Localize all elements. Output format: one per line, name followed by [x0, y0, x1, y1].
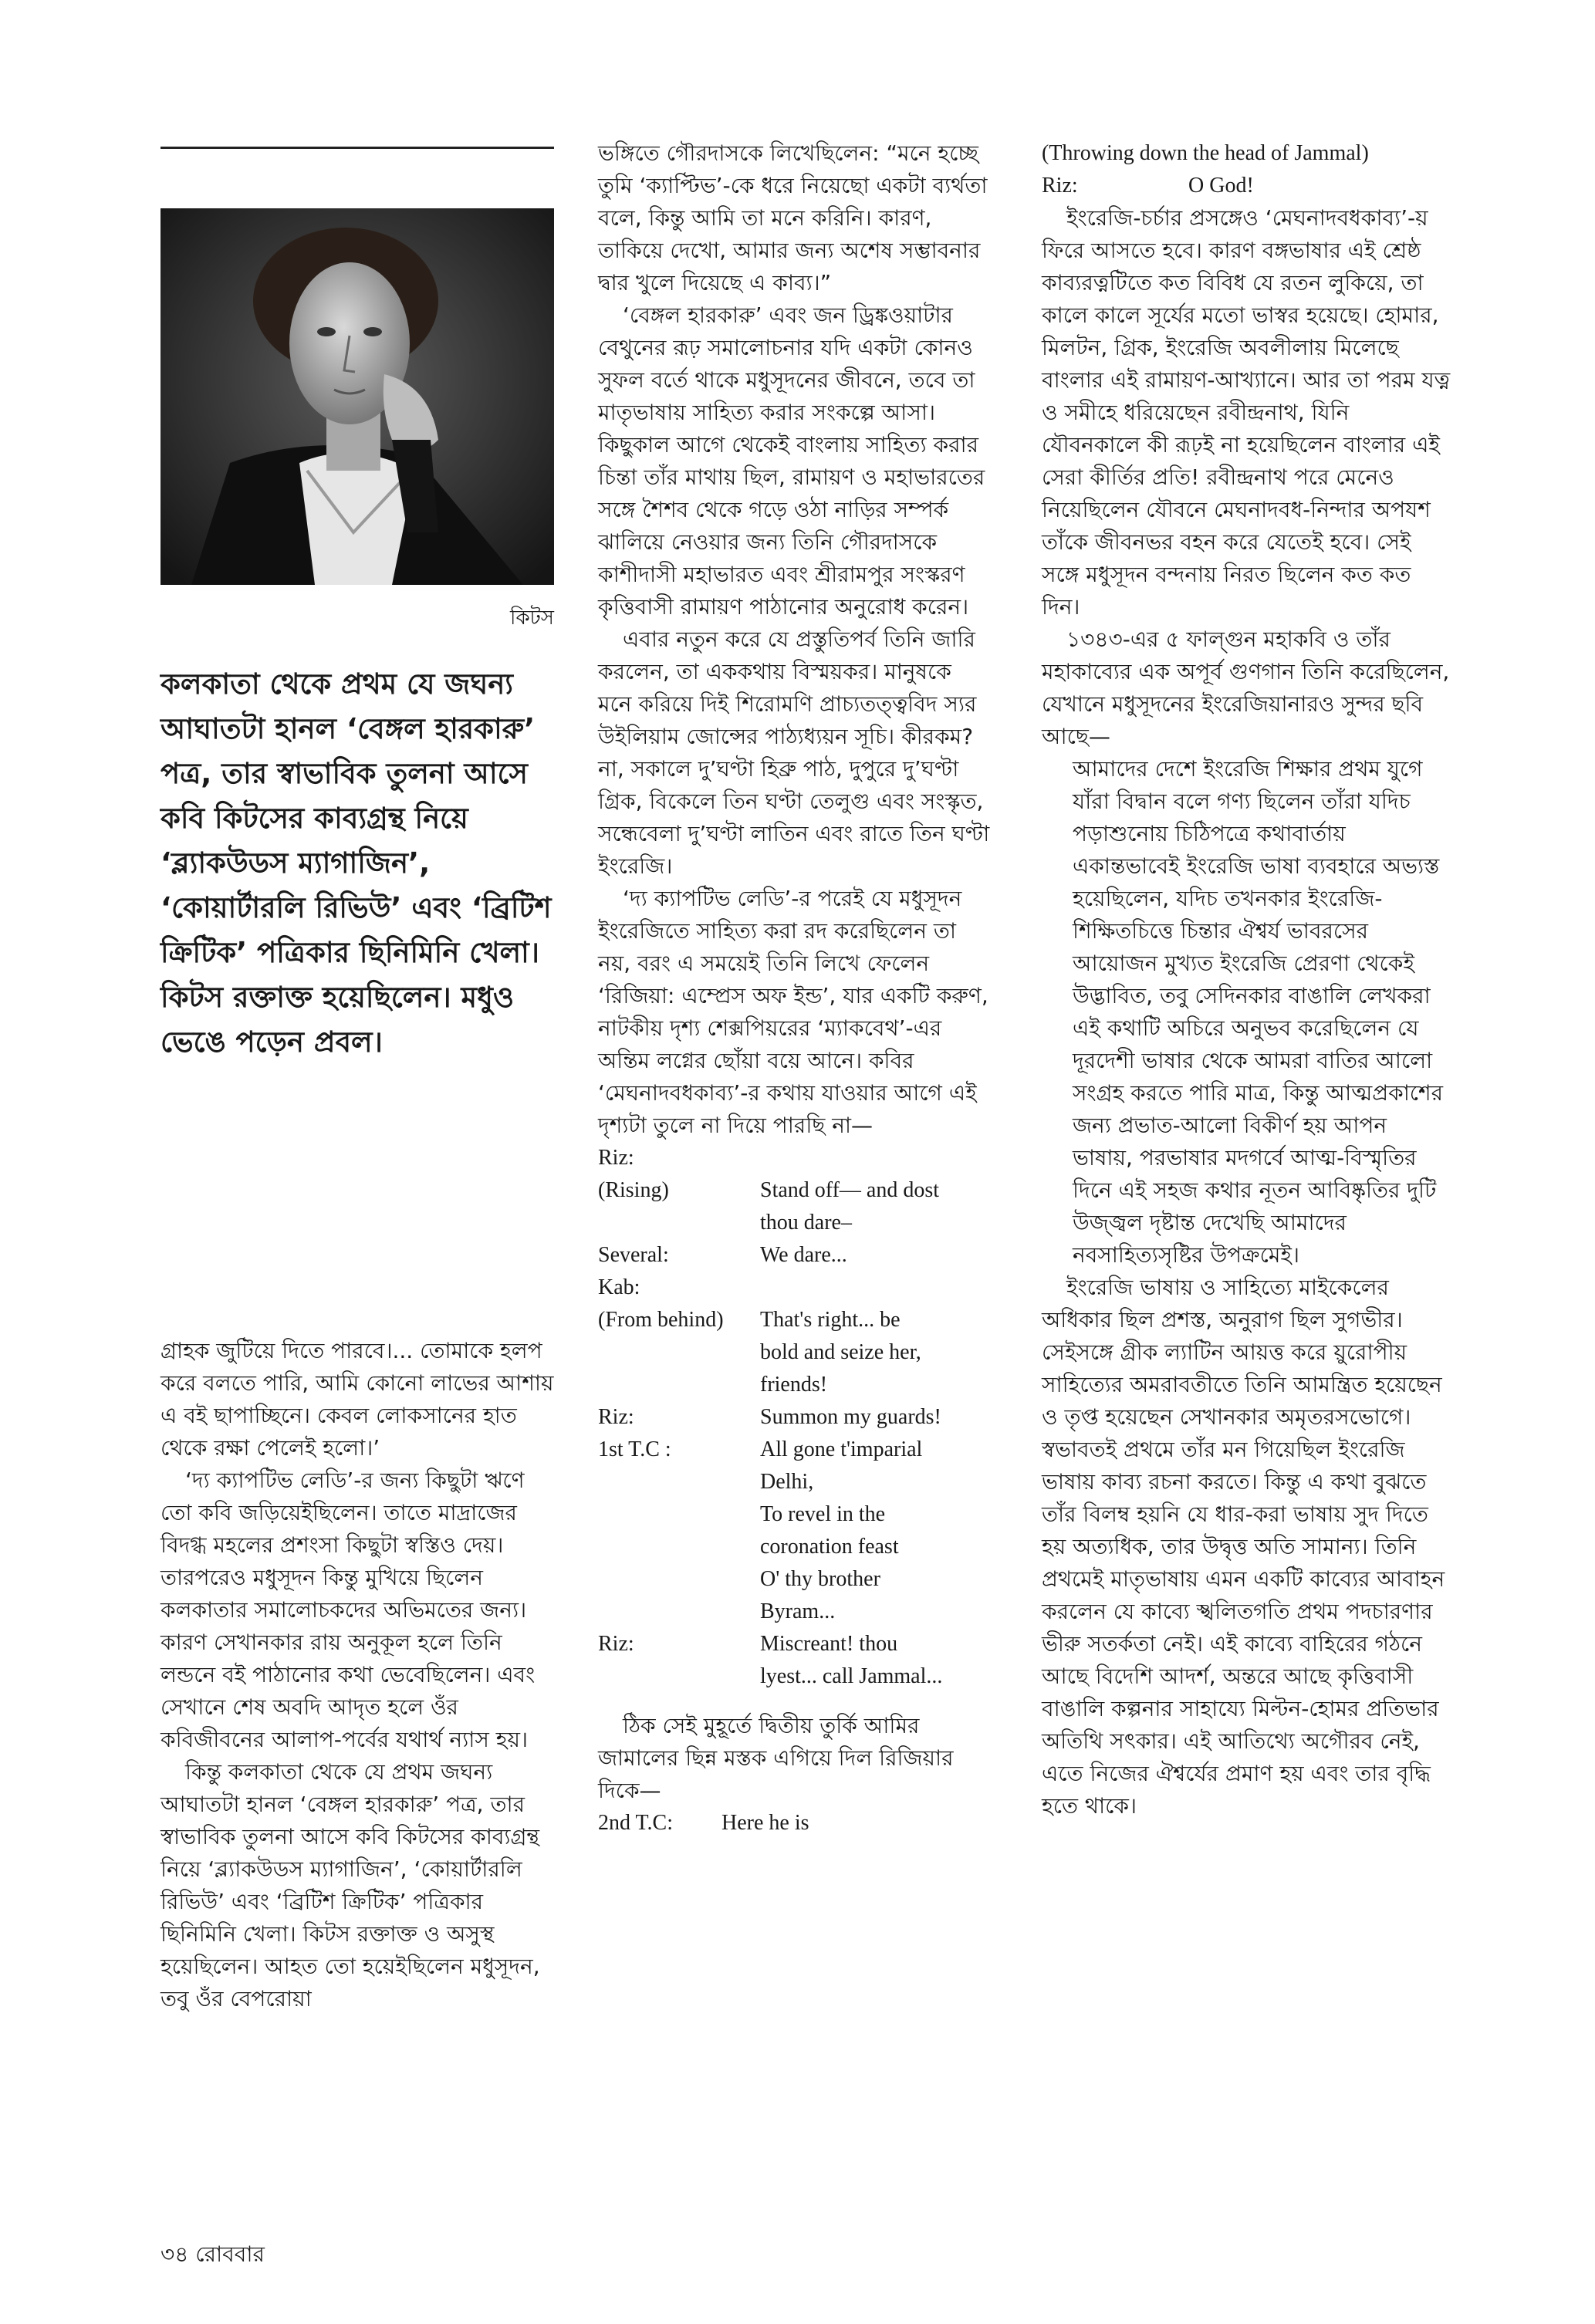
portrait-image — [161, 208, 554, 585]
script-speaker: 2nd T.C: — [598, 1811, 673, 1835]
script-line: To revel in the — [760, 1502, 886, 1526]
script-speaker: Riz: — [598, 1632, 634, 1656]
script-speaker — [598, 1660, 760, 1693]
script-speaker: 1st T.C : — [598, 1437, 671, 1461]
script-speaker: Riz: — [598, 1405, 634, 1429]
script-line: Summon my guards! — [760, 1405, 941, 1429]
script-speaker: Riz: — [1042, 174, 1078, 198]
script-line: lyest... call Jammal... — [760, 1664, 943, 1688]
script-line: friends! — [760, 1373, 828, 1397]
col3-paragraph-2: ১৩৪৩-এর ৫ ফাল্গুন মহাকবি ও তাঁর মহাকাব্যের এক অপূর্ব গুণগান তিনি করেছিলেন, যেখানে মধুসূদনের ইংরেজিয়ানারও সুন্দর ছবি আছে— — [1042, 627, 1450, 749]
col2-paragraph-5: ঠিক সেই মুহূর্তে দ্বিতীয় তুর্কি আমির জামালের ছিন্ন মস্তক এগিয়ে দিল রিজিয়ার দিকে— — [598, 1713, 954, 1803]
script-speaker — [598, 1596, 760, 1628]
script-speaker: Several: — [598, 1243, 669, 1267]
col3-paragraph-3: ইংরেজি ভাষায় ও সাহিত্যে মাইকেলের অধিকার ছিল প্রশস্ত, অনুরাগ ছিল সুগভীর। সেইসঙ্গে গ্রীক ল্যাটিন আয়ত্ত করে য়ুরোপীয় সাহিত্যের অমরাবতীতে তিনি আমন্ত্রিত হয়েছেন ও তৃপ্ত হয়েছেন সেখানকার অমৃতরসভোগে। স্বভাবতই প্রথমে তাঁর মন গিয়েছিল ইংরেজি ভাষায় কাব্য রচনা করতে। কিন্তু এ কথা বুঝতে তাঁর বিলম্ব হয়নি যে ধার-করা ভাষায় সুদ দিতে হয় অত্যধিক, তার উদ্বৃত্ত অতি সামান্য। তিনি প্রথমেই মাতৃভাষায় এমন একটি কাব্যের আবাহন করলেন যে কাব্যে স্খলিতগতি প্রথম পদচারণার ভীরু সতর্কতা নেই। এই কাব্যে বাহিরের গঠনে আছে বিদেশি আদর্শ, অন্তরে আছে কৃত্তিবাসী বাঙালি কল্পনার সাহায্যে মিল্টন-হোমর প্রতিভার অতিথি সৎকার। এই আতিথ্যে অগৌরব নেই, এতে নিজের ঐশ্বর্যের প্রমাণ হয় এবং তার বৃদ্ধি হতে থাকে। — [1042, 1275, 1445, 1819]
script-row — [598, 1466, 992, 1498]
col1-paragraph-3: কিন্তু কলকাতা থেকে যে প্রথম জঘন্য আঘাতটা হানল ‘বেঙ্গল হারকারু’ পত্র, তার স্বাভাবিক তুলনা আসে কবি কিটসের কাব্যগ্রন্থ নিয়ে ‘ব্ল্যাকউডস ম্যাগাজিন’, ‘কোয়ার্টারলি রিভিউ’ এবং ‘ব্রিটিশ ক্রিটিক’ পত্রিকার ছিনিমিনি খেলা। কিটস রক্তাক্ত ও অসুস্থ হয়েছিলেন। আহত তো হয়েইছিলেন মধুসূদন, তবু ওঁর বেপরোয়া — [161, 1759, 540, 2012]
script-row — [598, 1272, 992, 1304]
script-row — [598, 1239, 992, 1272]
script-line: Here he is — [721, 1811, 809, 1835]
script-line: All gone t'imparial — [760, 1437, 923, 1461]
script-line: Delhi, — [760, 1470, 814, 1494]
script-row — [598, 1304, 992, 1336]
col2-paragraph-3: এবার নতুন করে যে প্রস্তুতিপর্ব তিনি জারি করলেন, তা এককথায় বিস্ময়কর। মানুষকে মনে করিয়ে দিই শিরোমণি প্রাচ্যতত্ত্ববিদ স্যর উইলিয়াম জোন্সের পাঠ্যধ্যয়ন সূচি। কীরকম? না, সকালে দু’ঘণ্টা হিব্রু পাঠ, দুপুরে দু’ঘণ্টা গ্রিক, বিকেলে তিন ঘণ্টা তেলুগু এবং সংস্কৃত, সন্ধেবেলা দু’ঘণ্টা লাতিন এবং রাতে তিন ঘণ্টা ইংরেজি। — [598, 627, 990, 879]
script-speaker: (Rising) — [598, 1178, 669, 1202]
col2-paragraph-1: ভঙ্গিতে গৌরদাসকে লিখেছিলেন: “মনে হচ্ছে তুমি ‘ক্যাপ্টিভ’-কে ধরে নিয়েছো একটা ব্যর্থতা বলে, কিন্তু আমি তা মনে করিনি। কারণ, তাকিয়ে দেখো, আমার জন্য অশেষ সম্ভাবনার দ্বার খুলে দিয়েছে এ কাব্য।” — [598, 140, 988, 296]
script-speaker — [598, 1466, 760, 1498]
column-2 — [598, 137, 992, 1839]
script-speaker — [598, 1369, 760, 1401]
top-rule — [161, 147, 554, 149]
keats-portrait — [161, 208, 554, 585]
script-row — [598, 1401, 992, 1434]
script-line: That's right... be — [760, 1308, 901, 1332]
script-excerpt — [598, 1142, 992, 1693]
col2-paragraph-2: ‘বেঙ্গল হারকারু’ এবং জন ড্রিঙ্কওয়াটার বেথুনের রূঢ় সমালোচনার যদি একটা কোনও সুফল বর্তে থাকে মধুসূদনের জীবনে, তবে তা মাতৃভাষায় সাহিত্য করার সংকল্পে আসা। কিছুকাল আগে থেকেই বাংলায় সাহিত্য করার চিন্তা তাঁর মাথায় ছিল, রামায়ণ ও মহাভারতের সঙ্গে শৈশব থেকে গড়ে ওঠা নাড়ির সম্পর্ক ঝালিয়ে নেওয়ার জন্য তিনি গৌরদাসকে কাশীদাসী মহাভারত এবং শ্রীরামপুর সংস্করণ কৃত্তিবাসী রামায়ণ পাঠানোর অনুরোধ করেন। — [598, 302, 985, 620]
script-speaker: Kab: — [598, 1275, 640, 1299]
script-row — [598, 1434, 992, 1466]
script-speaker: Riz: — [598, 1146, 634, 1170]
tagore-quote: আমাদের দেশে ইংরেজি শিক্ষার প্রথম যুগে যাঁরা বিদ্বান বলে গণ্য ছিলেন তাঁরা যদিচ পড়াশুনোয় চিঠিপত্রে কথাবার্তায় একান্তভাবেই ইংরেজি ভাষা ব্যবহারে অভ্যস্ত হয়েছিলেন, যদিচ তখনকার ইংরেজি-শিক্ষিতচিত্তে চিন্তার ঐশ্বর্য ভাবরসের আয়োজন মুখ্যত ইংরেজি প্রেরণা থেকেই উদ্ভাবিত, তবু সেদিনকার বাঙালি লেখকরা এই কথাটি অচিরে অনুভব করেছিলেন যে দূরদেশী ভাষার থেকে আমরা বাতির আলো সংগ্রহ করতে পারি মাত্র, কিন্তু আত্মপ্রকাশের জন্য প্রভাত-আলো বিকীর্ণ হয় আপন ভাষায়, পরভাষার মদগর্বে আত্ম-বিস্মৃতির দিনে এই সহজ কথার নূতন আবিষ্কৃতির দুটি উজ্জ্বল দৃষ্টান্ত দেখেছি আমাদের নবসাহিত্যসৃষ্টির উপক্রমেই। — [1073, 756, 1444, 1268]
col3-paragraph-1: ইংরেজি-চর্চার প্রসঙ্গেও ‘মেঘনাদবধকাব্য’-য় ফিরে আসতে হবে। কারণ বঙ্গভাষার এই শ্রেষ্ঠ কাব্যরত্নটিতে কত বিবিধ যে রতন লুকিয়ে, তা কালে কালে সূর্যের মতো ভাস্বর হয়েছে। হোমার, মিলটন, গ্রিক, ইংরেজি অবলীলায় মিলেছে বাংলার এই রামায়ণ-আখ্যানে। আর তা পরম যত্ন ও সমীহে ধরিয়েছেন রবীন্দ্রনাথ, যিনি যৌবনকালে কী রূঢ়ই না হয়েছিলেন বাংলার এই সেরা কীর্তির প্রতি! রবীন্দ্রনাথ পরে মেনেও নিয়েছিলেন যৌবনে মেঘনাদবধ-নিন্দার অপযশ তাঁকে জীবনভর বহন করে যেতেই হবে। সেই সঙ্গে মধুসূদন বন্দনায় নিরত ছিলেন কত কত দিন। — [1042, 205, 1451, 620]
script-row — [598, 1336, 992, 1369]
script-speaker: (From behind) — [598, 1308, 724, 1332]
script-row — [598, 1369, 992, 1401]
script-line: coronation feast — [760, 1535, 899, 1559]
pull-quote: কলকাতা থেকে প্রথম যে জঘন্য আঘাতটা হানল ‘বেঙ্গল হারকারু’ পত্র, তার স্বাভাবিক তুলনা আসে কবি কিটসের কাব্যগ্রন্থ নিয়ে ‘ব্ল্যাকউডস ম্যাগাজিন’, ‘কোয়ার্টারলি রিভিউ’ এবং ‘ব্রিটিশ ক্রিটিক’ পত্রিকার ছিনিমিনি খেলা। কিটস রক্তাক্ত হয়েছিলেন। মধুও ভেঙে পড়েন প্রবল। — [161, 667, 552, 1059]
column-1 — [161, 1335, 554, 2015]
script-line: Miscreant! thou — [760, 1632, 898, 1656]
script-row — [598, 1531, 992, 1563]
script-row — [598, 1628, 992, 1660]
col1-paragraph-2: ‘দ্য ক্যাপটিভ লেডি’-র জন্য কিছুটা ঋণে তো কবি জড়িয়েইছিলেন। তাতে মাদ্রাজের বিদগ্ধ মহলের প্রশংসা কিছুটা স্বস্তিও দেয়। তারপরেও মধুসূদন কিন্তু মুখিয়ে ছিলেন কলকাতার সমালোচকদের অভিমতের জন্য। কারণ সেখানকার রায় অনুকূল হলে তিনি লন্ডনে বই পাঠানোর কথা ভেবেছিলেন। এবং সেখানে শেষ অবদি আদৃত হলে ওঁর কবিজীবনের আলাপ-পর্বের যথার্থ ন্যাস হয়। — [161, 1468, 536, 1752]
script-speaker — [598, 1207, 760, 1239]
script-line: We dare... — [760, 1243, 847, 1267]
script-line: thou dare– — [760, 1211, 852, 1235]
portrait-caption: কিটস — [510, 606, 554, 630]
script-line: O' thy brother — [760, 1567, 880, 1591]
col2-paragraph-4: ‘দ্য ক্যাপটিভ লেডি’-র পরেই যে মধুসূদন ইংরেজিতে সাহিত্য করা রদ করেছিলেন তা নয়, বরং এ সময়েই তিনি লিখে ফেলেন ‘রিজিয়া: এম্প্রেস অফ ইন্ড’, যার একটি করুণ, নাটকীয় দৃশ্য শেক্সপিয়রের ‘ম্যাকবেথ’-এর অন্তিম লগ্নের ছোঁয়া বয়ে আনে। কবির ‘মেঘনাদবধকাব্য’-র কথায় যাওয়ার আগে এই দৃশ্যটা তুলে না দিয়ে পারছি না— — [598, 886, 988, 1138]
script-row — [598, 1498, 992, 1531]
page-footer: ৩৪ রোববার — [161, 2241, 265, 2267]
col1-paragraph-1: গ্রাহক জুটিয়ে দিতে পারবে।... তোমাকে হলপ করে বলতে পারি, আমি কোনো লাভের আশায় এ বই ছাপাচ্ছিনে। কেবল লোকসানের হাত থেকে রক্ষা পেলেই হলো।’ — [161, 1338, 554, 1461]
script-row — [598, 1207, 992, 1239]
script-row — [598, 1174, 992, 1207]
stage-direction: (Throwing down the head of Jammal) — [1042, 141, 1369, 165]
script-line: Stand off— and dost — [760, 1178, 940, 1202]
script-row — [598, 1142, 992, 1174]
script-speaker — [598, 1531, 760, 1563]
script-row — [598, 1596, 992, 1628]
script-line — [760, 1272, 992, 1304]
script-speaker — [598, 1498, 760, 1531]
script-speaker — [598, 1336, 760, 1369]
script-row — [598, 1660, 992, 1693]
script-row-riz — [1042, 170, 1451, 202]
script-line: Byram... — [760, 1599, 836, 1623]
script-line — [760, 1142, 992, 1174]
script-line: bold and seize her, — [760, 1340, 921, 1364]
script-speaker — [598, 1563, 760, 1596]
script-row — [598, 1563, 992, 1596]
script-line: O God! — [1188, 174, 1254, 198]
column-3 — [1042, 137, 1451, 1822]
script-final-row — [598, 1807, 992, 1839]
